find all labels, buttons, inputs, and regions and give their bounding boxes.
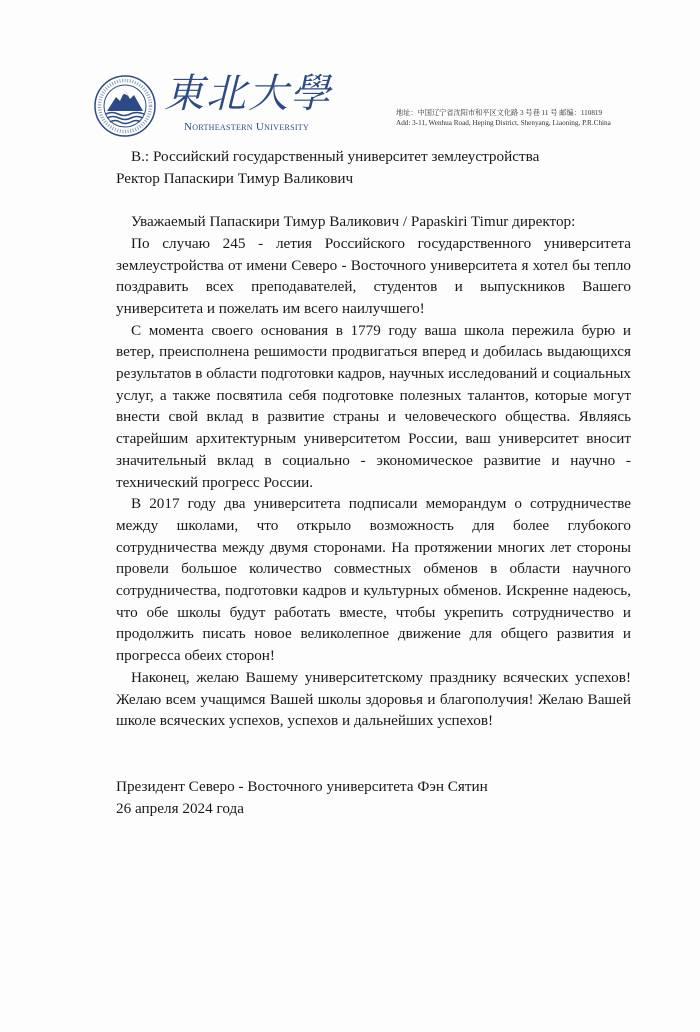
university-name-calligraphy: 東北大學: [164, 71, 332, 117]
recipient-block: [116, 146, 631, 189]
university-seal-logo: [94, 75, 156, 137]
paragraph-history: С момента своего основания в 1779 году ваша школа пережила бурю и ветер, преисполнена решимости продвигаться вперед и добилась выдающихся результатов в области подготовки кадров, научных исследований и социальных услуг, а также посвятила себя подготовке полезных талантов, которые могут внести свой вклад в развитие страны и человеческого общества. Являясь старейшим архитектурным университетом России, ваш университет вносит значительный вклад в социально - экономическое развитие и научно - технический прогресс России.: [116, 321, 631, 491]
address-block: [396, 108, 611, 128]
paragraph-wishes: Наконец, желаю Вашему университетскому празднику всяческих успехов! Желаю всем учащимся Вашей школы здоровья и благополучия! Желаю Вашей школе всяческих успехов, успехов и дальнейших успехов!: [116, 668, 631, 730]
letterhead: [94, 72, 684, 136]
address-cn: 地址：中国辽宁省沈阳市和平区文化路 3 号巷 11 号 邮编：110819: [396, 109, 603, 117]
greeting: Уважаемый Папаскири Тимур Валикович / Papaskiri Timur директор:: [131, 213, 576, 231]
recipient-person: Ректор Папаскири Тимур Валикович: [116, 169, 354, 187]
paragraph-cooperation: В 2017 году два университета подписали меморандум о сотрудничестве между школами, что открыло возможность для более глубокого сотрудничества между двумя сторонами. На протяжении многих лет стороны провели большое количество совместных обменов в области научного сотрудничества, подготовки кадров и культурных обменов. Искренне надеюсь, что обе школы будут работать вместе, чтобы укрепить сотрудничество и продолжить писать новое великолепное движение для общего развития и прогресса обеих сторон!: [116, 495, 631, 665]
recipient-organization: В.: Российский государственный университет землеустройства: [131, 148, 540, 165]
signature-date: 26 апреля 2024 года: [116, 799, 244, 817]
address-en: Add: 3-11, Wenhua Road, Heping District, Shenyang, Liaoning, P.R.China: [396, 119, 611, 127]
paragraph-anniversary: По случаю 245 - летия Российского государственного университета землеустройства от имени Северо - Восточного университета я хотел бы тепло поздравить всех преподавателей, студентов и выпускников Вашего университета и пожелать им всего наилучшего!: [116, 234, 631, 317]
signature-block: [116, 776, 631, 819]
letter-content: [116, 146, 631, 819]
university-name-en: Northeastern University: [184, 121, 310, 133]
signature-title: Президент Северо - Восточного университета Фэн Сятин: [116, 777, 488, 795]
